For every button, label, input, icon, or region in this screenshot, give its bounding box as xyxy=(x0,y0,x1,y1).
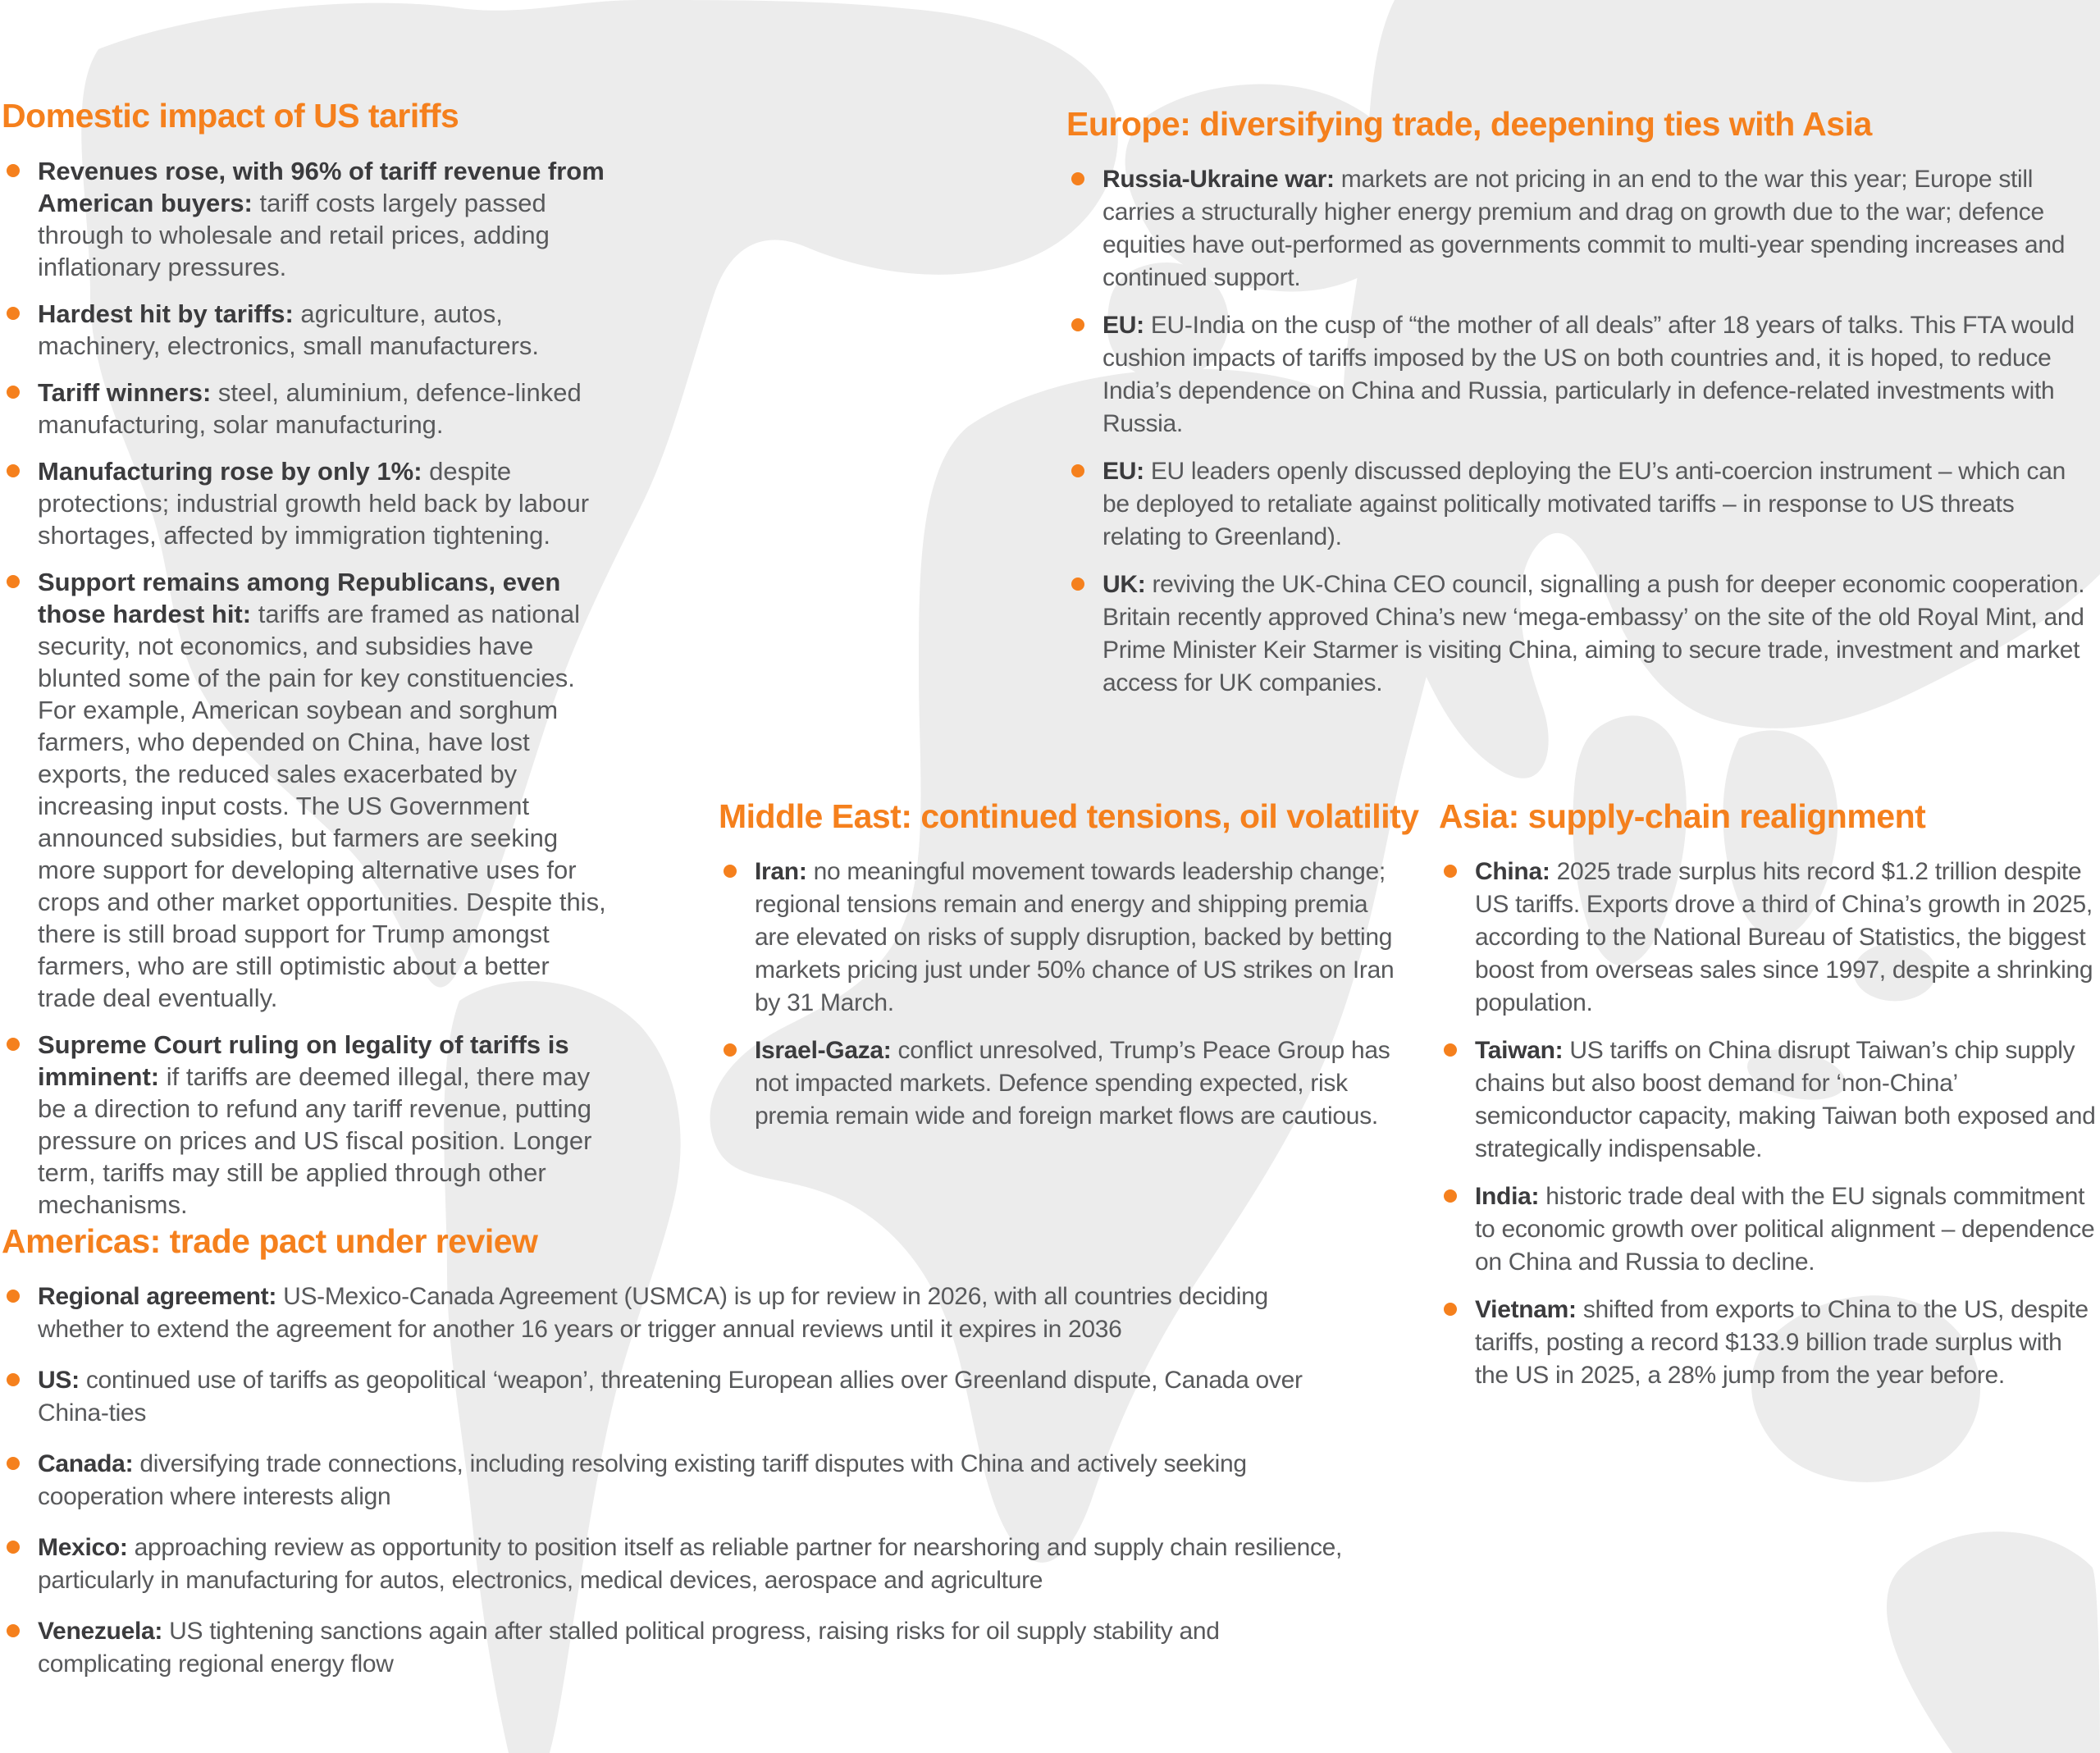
list-item xyxy=(2,298,610,362)
bullet-icon xyxy=(7,307,20,320)
list-item xyxy=(719,856,1408,1020)
item-lead: Regional agreement: xyxy=(38,1283,277,1311)
item-text: EU-India on the cusp of “the mother of all deals” after 18 years of talks. This FTA would cushion impacts of tariffs imposed by the US on both countries and, it is hoped, to reduce India’s dependence on China and Russia, particularly in defence-related investments with Russia. xyxy=(1102,312,2075,438)
bullet-icon xyxy=(1444,1043,1457,1057)
list-item xyxy=(1439,1294,2100,1392)
list-item xyxy=(2,155,610,283)
list-item xyxy=(1439,1034,2100,1166)
item-lead: Israel-Gaza: xyxy=(755,1037,892,1065)
section-title: Domestic impact of US tariffs xyxy=(2,97,459,135)
bullet-icon xyxy=(7,575,20,588)
bullet-list xyxy=(1066,163,2096,700)
list-item xyxy=(1439,1180,2100,1279)
list-item xyxy=(719,1034,1408,1133)
item-lead: EU: xyxy=(1102,312,1144,340)
list-item xyxy=(2,1615,1354,1681)
bullet-icon xyxy=(1444,1189,1457,1203)
item-text: 2025 trade surplus hits record $1.2 trillion despite US tariffs. Exports drove a third of China’s growth in 2025, according to the National Bureau of Statistics, the biggest boost from overseas sales since 1997, despite a shrinking population. xyxy=(1475,858,2093,1017)
bullet-icon xyxy=(1071,464,1084,477)
item-lead: Supreme Court ruling on legality of tariffs is imminent: xyxy=(38,1030,569,1092)
section-middle-east xyxy=(719,797,1419,1148)
item-text: agriculture, autos, machinery, electronics, small manufacturers. xyxy=(38,299,540,361)
item-text: conflict unresolved, Trump’s Peace Group has not impacted markets. Defence spending expected, risk premia remain wide and foreign market flows are cautious. xyxy=(755,1037,1390,1130)
item-lead: China: xyxy=(1475,858,1550,886)
item-lead: India: xyxy=(1475,1183,1540,1211)
list-item xyxy=(2,1029,610,1221)
bullet-icon xyxy=(724,865,737,878)
bullet-icon xyxy=(1444,1303,1457,1316)
item-text: US tightening sanctions again after stalled political progress, raising risks for oil supply stability and complicating regional energy flow xyxy=(38,1618,1220,1678)
bullet-icon xyxy=(7,1624,20,1637)
list-item xyxy=(2,1532,1354,1597)
item-lead: US: xyxy=(38,1367,80,1395)
item-text: reviving the UK-China CEO council, signalling a push for deeper economic cooperation. Britain recently approved China’s new ‘mega-embassy’ on the site of the old Royal Mint, and Prime Minister Keir Starmer is visiting China, aiming to secure trade, investment and market access for UK companies. xyxy=(1102,571,2085,697)
item-lead: Hardest hit by tariffs: xyxy=(38,299,294,329)
item-lead: Russia-Ukraine war: xyxy=(1102,166,1335,194)
item-text: US-Mexico-Canada Agreement (USMCA) is up for review in 2026, with all countries deciding whether to extend the agreement for another 16 years or trigger annual reviews until it expires in 2036 xyxy=(38,1283,1268,1344)
item-text: historic trade deal with the EU signals commitment to economic growth over political alignment – dependence on China and Russia to decline. xyxy=(1475,1183,2095,1276)
item-lead: Support remains among Republicans, even those hardest hit: xyxy=(38,568,561,629)
bullet-icon xyxy=(7,164,20,177)
bullet-icon xyxy=(724,1043,737,1057)
list-item xyxy=(1066,163,2096,294)
list-item xyxy=(2,566,610,1014)
item-lead: EU: xyxy=(1102,458,1144,486)
item-lead: Taiwan: xyxy=(1475,1037,1564,1065)
bullet-icon xyxy=(7,1373,20,1386)
bullet-icon xyxy=(7,1457,20,1470)
item-text: markets are not pricing in an end to the war this year; Europe still carries a structurally higher energy premium and drag on growth due to the war; defence equities have out-performed as governments commit to multi-year spending increases and continued support. xyxy=(1102,166,2066,292)
item-lead: Revenues rose, with 96% of tariff revenue from American buyers: xyxy=(38,157,605,218)
item-lead: Canada: xyxy=(38,1450,134,1478)
section-title: Europe: diversifying trade, deepening ties with Asia xyxy=(1066,105,1872,143)
bullet-icon xyxy=(7,1038,20,1051)
section-title: Americas: trade pact under review xyxy=(2,1222,538,1260)
bullet-list xyxy=(2,155,610,1221)
item-text: shifted from exports to China to the US, despite tariffs, posting a record $133.9 billion trade surplus with the US in 2025, a 28% jump from the year before. xyxy=(1475,1296,2089,1390)
section-americas xyxy=(2,1222,1354,1699)
item-text: if tariffs are deemed illegal, there may be a direction to refund any tariff revenue, putting pressure on prices and US fiscal position. Longer term, tariffs may still be applied through other mechanisms. xyxy=(38,1062,592,1220)
list-item xyxy=(2,377,610,441)
bullet-list xyxy=(719,856,1408,1133)
item-lead: Iran: xyxy=(755,858,807,886)
section-europe xyxy=(1066,105,2096,714)
list-item xyxy=(2,1364,1354,1430)
list-item xyxy=(1439,856,2100,1020)
item-lead: Tariff winners: xyxy=(38,378,212,408)
item-text: diversifying trade connections, including resolving existing tariff disputes with China and actively seeking cooperation where interests align xyxy=(38,1450,1247,1511)
item-text: EU leaders openly discussed deploying the EU’s anti-coercion instrument – which can be deployed to retaliate against politically motivated tariffs – in response to US threats relating to Greenland). xyxy=(1102,458,2066,551)
list-item xyxy=(1066,568,2096,700)
section-domestic-impact xyxy=(2,97,610,1235)
item-text: despite protections; industrial growth held back by labour shortages, affected by immigration tightening. xyxy=(38,457,590,550)
list-item xyxy=(1066,455,2096,554)
bullet-icon xyxy=(1071,318,1084,331)
list-item xyxy=(2,455,610,551)
item-text: steel, aluminium, defence-linked manufacturing, solar manufacturing. xyxy=(38,378,582,440)
item-lead: Manufacturing rose by only 1%: xyxy=(38,457,422,486)
item-text: approaching review as opportunity to position itself as reliable partner for nearshoring and supply chain resilience, particularly in manufacturing for autos, electronics, medical devices, aerospace and agriculture xyxy=(38,1534,1343,1595)
item-text: tariffs are framed as national security, not economics, and subsidies have blunted some of the pain for key constituencies. For example, American soybean and sorghum farmers, who depended on China, have lost exports, the reduced sales exacerbated by increasing input costs. The US Government announced subsidies, but farmers are seeking more support for developing alternative uses for crops and other market opportunities. Despite this, there is still broad support for Trump amongst farmers, who are still optimistic about a better trade deal eventually. xyxy=(38,600,606,1013)
bullet-icon xyxy=(7,386,20,399)
list-item xyxy=(2,1281,1354,1346)
item-text: US tariffs on China disrupt Taiwan’s chip supply chains but also boost demand for ‘non-China’ semiconductor capacity, making Taiwan both exposed and strategically indispensable. xyxy=(1475,1037,2096,1163)
list-item xyxy=(1066,309,2096,441)
section-title: Middle East: continued tensions, oil volatility xyxy=(719,797,1419,835)
item-text: no meaningful movement towards leadership change; regional tensions remain and energy and shipping premia are elevated on risks of supply disruption, backed by betting markets pricing just under 50% chance of US strikes on Iran by 31 March. xyxy=(755,858,1395,1017)
bullet-icon xyxy=(7,1541,20,1554)
item-lead: UK: xyxy=(1102,571,1146,599)
bullet-icon xyxy=(7,1290,20,1303)
item-lead: Mexico: xyxy=(38,1534,128,1562)
section-title: Asia: supply-chain realignment xyxy=(1439,797,1926,835)
item-lead: Venezuela: xyxy=(38,1618,163,1646)
bullet-icon xyxy=(1444,865,1457,878)
item-text: tariff costs largely passed through to wholesale and retail prices, adding inflationary pressures. xyxy=(38,189,550,282)
section-asia xyxy=(1439,797,2100,1407)
bullet-icon xyxy=(1071,172,1084,185)
bullet-icon xyxy=(7,464,20,477)
bullet-list xyxy=(1439,856,2100,1392)
item-lead: Vietnam: xyxy=(1475,1296,1577,1324)
list-item xyxy=(2,1448,1354,1513)
bullet-icon xyxy=(1071,577,1084,591)
bullet-list xyxy=(2,1281,1354,1681)
item-text: continued use of tariffs as geopolitical ‘weapon’, threatening European allies over Greenland dispute, Canada over China-ties xyxy=(38,1367,1303,1427)
